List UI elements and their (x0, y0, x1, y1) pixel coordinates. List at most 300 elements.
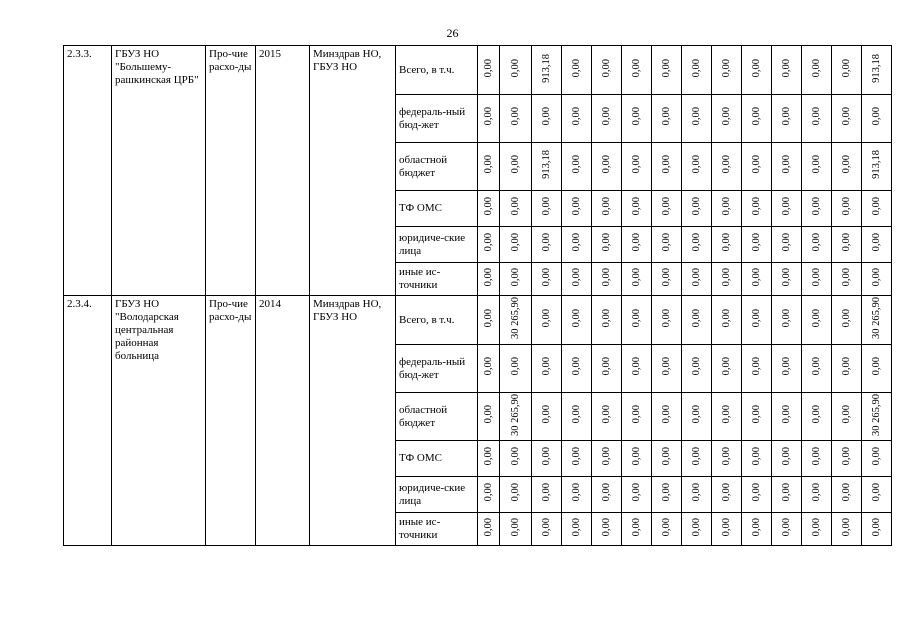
value-text: 0,00 (482, 58, 494, 78)
value-cell (622, 441, 652, 477)
value-cell (532, 345, 562, 393)
value-text: 0,00 (509, 233, 521, 252)
value-text: 0,00 (600, 58, 612, 78)
value-cell (862, 227, 892, 263)
value-cell (832, 345, 862, 393)
value-cell (682, 393, 712, 441)
value-text: 0,00 (780, 308, 792, 328)
value-cell (802, 227, 832, 263)
value-text: 0,00 (630, 197, 642, 216)
value-text: 0,00 (810, 155, 822, 174)
value-text: 0,00 (570, 107, 582, 126)
value-text: 0,00 (630, 483, 642, 502)
value-cell (742, 513, 772, 546)
value-cell (500, 191, 532, 227)
value-text: 0,00 (750, 267, 762, 287)
value-cell (802, 46, 832, 95)
value-cell (478, 513, 500, 546)
value-cell (742, 296, 772, 345)
value-text: 0,00 (870, 267, 882, 287)
value-cell (682, 441, 712, 477)
value-text: 0,00 (840, 483, 852, 502)
value-cell (478, 296, 500, 345)
value-text: 0,00 (482, 107, 494, 126)
value-cell (622, 191, 652, 227)
institution-name: ГБУЗ НО "Володарская центральная районная больница (112, 296, 206, 546)
value-text: 0,00 (509, 357, 521, 376)
value-text: 0,00 (482, 233, 494, 252)
value-cell (562, 441, 592, 477)
value-cell (712, 477, 742, 513)
value-cell (622, 263, 652, 296)
value-cell (652, 191, 682, 227)
value-text: 913,18 (870, 53, 882, 83)
value-cell (682, 477, 712, 513)
value-text: 0,00 (720, 267, 732, 287)
value-text: 0,00 (690, 517, 702, 537)
value-cell (742, 345, 772, 393)
value-cell (802, 95, 832, 143)
value-text: 0,00 (840, 405, 852, 424)
value-text: 0,00 (810, 107, 822, 126)
funding-source: Всего, в т.ч. (396, 296, 478, 345)
value-text: 0,00 (540, 233, 552, 252)
value-text: 0,00 (660, 483, 672, 502)
value-cell (478, 227, 500, 263)
value-cell (712, 143, 742, 191)
value-text: 0,00 (870, 357, 882, 376)
value-cell (592, 95, 622, 143)
value-text: 0,00 (810, 233, 822, 252)
value-text: 0,00 (720, 483, 732, 502)
value-cell (532, 143, 562, 191)
budget-table (63, 45, 892, 546)
value-cell (712, 191, 742, 227)
value-cell (562, 95, 592, 143)
value-cell (772, 143, 802, 191)
value-text: 0,00 (600, 483, 612, 502)
value-text: 0,00 (509, 483, 521, 502)
page-number: 26 (446, 26, 459, 40)
value-cell (532, 95, 562, 143)
value-text: 0,00 (570, 357, 582, 376)
value-cell (682, 95, 712, 143)
value-cell (712, 441, 742, 477)
value-text: 0,00 (720, 155, 732, 174)
value-cell (500, 477, 532, 513)
value-text: 0,00 (720, 58, 732, 78)
value-text: 0,00 (720, 405, 732, 424)
value-cell (562, 513, 592, 546)
value-cell (478, 441, 500, 477)
value-text: 0,00 (690, 233, 702, 252)
table-row (64, 296, 892, 345)
value-cell (478, 263, 500, 296)
value-cell (772, 441, 802, 477)
value-cell (592, 441, 622, 477)
value-text: 0,00 (720, 197, 732, 216)
value-text: 0,00 (750, 405, 762, 424)
value-cell (742, 143, 772, 191)
value-cell (832, 95, 862, 143)
value-text: 913,18 (540, 53, 552, 83)
value-text: 0,00 (810, 405, 822, 424)
value-text: 0,00 (750, 447, 762, 466)
value-text: 0,00 (810, 308, 822, 328)
value-text: 0,00 (780, 357, 792, 376)
value-cell (500, 95, 532, 143)
row-year: 2014 (256, 296, 310, 546)
funding-source: Всего, в т.ч. (396, 46, 478, 95)
value-text: 0,00 (482, 155, 494, 174)
value-cell (772, 191, 802, 227)
value-cell (478, 191, 500, 227)
value-text: 0,00 (600, 308, 612, 328)
value-text: 0,00 (750, 58, 762, 78)
value-cell (622, 46, 652, 95)
value-cell (772, 95, 802, 143)
value-text: 0,00 (660, 357, 672, 376)
value-cell (500, 296, 532, 345)
value-cell (562, 143, 592, 191)
value-text: 0,00 (840, 155, 852, 174)
value-cell (592, 263, 622, 296)
funding-source: иные ис-точники (396, 263, 478, 296)
funding-source: областной бюджет (396, 393, 478, 441)
value-text: 0,00 (540, 197, 552, 216)
value-text: 0,00 (780, 483, 792, 502)
value-text: 0,00 (840, 58, 852, 78)
value-text: 0,00 (750, 233, 762, 252)
value-text: 0,00 (540, 107, 552, 126)
value-cell (622, 95, 652, 143)
value-cell (862, 513, 892, 546)
value-cell (500, 46, 532, 95)
value-text: 0,00 (690, 357, 702, 376)
value-text: 0,00 (660, 155, 672, 174)
value-cell (832, 263, 862, 296)
value-cell (712, 513, 742, 546)
value-cell (652, 263, 682, 296)
row-code: 2.3.3. (64, 46, 112, 296)
value-cell (742, 227, 772, 263)
value-cell (832, 227, 862, 263)
value-text: 0,00 (720, 357, 732, 376)
value-text: 0,00 (630, 308, 642, 328)
value-text: 0,00 (810, 517, 822, 537)
funding-source: юридиче-ские лица (396, 477, 478, 513)
value-cell (742, 95, 772, 143)
value-text: 0,00 (630, 447, 642, 466)
value-text: 0,00 (660, 517, 672, 537)
value-text: 0,00 (690, 155, 702, 174)
value-text: 0,00 (570, 233, 582, 252)
value-cell (742, 477, 772, 513)
value-text: 0,00 (660, 267, 672, 287)
value-text: 0,00 (482, 483, 494, 502)
value-cell (742, 46, 772, 95)
value-cell (862, 263, 892, 296)
value-text: 0,00 (660, 447, 672, 466)
value-cell (832, 191, 862, 227)
value-text: 0,00 (540, 405, 552, 424)
value-text: 0,00 (690, 197, 702, 216)
value-text: 0,00 (780, 233, 792, 252)
value-cell (862, 95, 892, 143)
value-cell (532, 191, 562, 227)
value-text: 0,00 (630, 58, 642, 78)
value-cell (832, 296, 862, 345)
value-text: 0,00 (780, 447, 792, 466)
value-cell (592, 296, 622, 345)
value-text: 0,00 (540, 447, 552, 466)
value-cell (592, 513, 622, 546)
value-text: 0,00 (600, 107, 612, 126)
value-cell (562, 191, 592, 227)
value-cell (772, 477, 802, 513)
value-text: 0,00 (600, 517, 612, 537)
value-cell (652, 296, 682, 345)
funding-source: федераль-ный бюд-жет (396, 95, 478, 143)
value-text: 0,00 (630, 155, 642, 174)
value-cell (532, 477, 562, 513)
funding-source: ТФ ОМС (396, 191, 478, 227)
value-text: 0,00 (630, 107, 642, 126)
value-cell (500, 393, 532, 441)
value-cell (862, 441, 892, 477)
value-cell (652, 393, 682, 441)
row-year: 2015 (256, 46, 310, 296)
value-text: 0,00 (570, 155, 582, 174)
value-cell (802, 513, 832, 546)
value-text: 0,00 (690, 405, 702, 424)
value-text: 0,00 (720, 308, 732, 328)
value-cell (500, 513, 532, 546)
value-text: 0,00 (570, 483, 582, 502)
value-cell (652, 143, 682, 191)
value-text: 0,00 (482, 447, 494, 466)
value-text: 0,00 (482, 197, 494, 216)
value-text: 0,00 (482, 267, 494, 287)
value-cell (478, 345, 500, 393)
value-cell (772, 393, 802, 441)
value-cell (742, 191, 772, 227)
value-text: 0,00 (509, 155, 521, 174)
value-text: 913,18 (870, 150, 882, 179)
value-cell (592, 143, 622, 191)
value-text: 0,00 (840, 517, 852, 537)
value-text: 0,00 (570, 405, 582, 424)
value-text: 0,00 (780, 58, 792, 78)
value-text: 0,00 (570, 267, 582, 287)
value-cell (652, 345, 682, 393)
value-cell (712, 345, 742, 393)
value-text: 0,00 (840, 233, 852, 252)
value-text: 0,00 (509, 267, 521, 287)
value-text: 0,00 (780, 517, 792, 537)
value-text: 0,00 (660, 405, 672, 424)
value-cell (802, 143, 832, 191)
value-cell (712, 227, 742, 263)
value-text: 0,00 (720, 447, 732, 466)
value-cell (532, 393, 562, 441)
value-text: 0,00 (570, 447, 582, 466)
value-cell (532, 46, 562, 95)
value-text: 0,00 (600, 447, 612, 466)
value-cell (592, 345, 622, 393)
value-text: 0,00 (690, 58, 702, 78)
value-text: 0,00 (570, 58, 582, 78)
value-cell (592, 191, 622, 227)
value-cell (682, 296, 712, 345)
value-text: 0,00 (870, 233, 882, 252)
value-text: 0,00 (482, 357, 494, 376)
value-text: 0,00 (600, 357, 612, 376)
value-text: 0,00 (540, 517, 552, 537)
value-cell (592, 46, 622, 95)
value-text: 0,00 (660, 308, 672, 328)
value-text: 0,00 (720, 517, 732, 537)
value-text: 0,00 (810, 267, 822, 287)
value-text: 913,18 (540, 150, 552, 179)
value-cell (862, 296, 892, 345)
value-cell (802, 345, 832, 393)
value-text: 0,00 (630, 357, 642, 376)
value-text: 0,00 (780, 107, 792, 126)
value-cell (712, 393, 742, 441)
value-cell (772, 227, 802, 263)
value-text: 0,00 (570, 517, 582, 537)
value-cell (682, 263, 712, 296)
table-row (64, 46, 892, 95)
value-cell (478, 477, 500, 513)
value-cell (622, 227, 652, 263)
value-text: 0,00 (870, 107, 882, 126)
value-cell (532, 263, 562, 296)
value-cell (532, 441, 562, 477)
value-text: 0,00 (750, 308, 762, 328)
value-cell (772, 263, 802, 296)
value-text: 0,00 (870, 197, 882, 216)
value-cell (682, 345, 712, 393)
value-text: 0,00 (690, 267, 702, 287)
value-cell (742, 441, 772, 477)
value-cell (500, 263, 532, 296)
value-text: 0,00 (780, 405, 792, 424)
value-text: 0,00 (840, 357, 852, 376)
value-cell (592, 227, 622, 263)
value-cell (532, 296, 562, 345)
value-text: 0,00 (840, 447, 852, 466)
value-cell (532, 513, 562, 546)
value-cell (682, 227, 712, 263)
value-cell (682, 191, 712, 227)
value-cell (652, 95, 682, 143)
value-cell (772, 296, 802, 345)
funding-source: областной бюджет (396, 143, 478, 191)
value-text: 0,00 (630, 233, 642, 252)
value-cell (742, 393, 772, 441)
value-text: 0,00 (840, 197, 852, 216)
value-cell (832, 393, 862, 441)
value-cell (712, 263, 742, 296)
value-text: 0,00 (482, 517, 494, 537)
value-cell (500, 227, 532, 263)
funding-source: федераль-ный бюд-жет (396, 345, 478, 393)
value-cell (478, 393, 500, 441)
value-text: 0,00 (540, 267, 552, 287)
row-code: 2.3.4. (64, 296, 112, 546)
value-cell (802, 296, 832, 345)
value-text: 0,00 (750, 197, 762, 216)
value-text: 0,00 (660, 197, 672, 216)
value-cell (862, 191, 892, 227)
value-text: 0,00 (660, 233, 672, 252)
value-text: 0,00 (690, 107, 702, 126)
value-text: 0,00 (509, 58, 521, 78)
value-text: 0,00 (509, 107, 521, 126)
value-cell (682, 513, 712, 546)
value-text: 0,00 (870, 517, 882, 537)
value-text: 0,00 (630, 517, 642, 537)
value-cell (802, 393, 832, 441)
value-cell (802, 477, 832, 513)
value-text: 0,00 (810, 357, 822, 376)
value-text: 0,00 (810, 197, 822, 216)
value-text: 0,00 (570, 308, 582, 328)
value-text: 0,00 (660, 58, 672, 78)
value-text: 0,00 (750, 107, 762, 126)
value-cell (562, 296, 592, 345)
value-text: 0,00 (840, 308, 852, 328)
value-text: 0,00 (690, 447, 702, 466)
value-cell (478, 143, 500, 191)
funding-source: ТФ ОМС (396, 441, 478, 477)
value-cell (532, 227, 562, 263)
value-cell (562, 46, 592, 95)
value-cell (592, 393, 622, 441)
value-text: 0,00 (509, 517, 521, 537)
value-cell (622, 393, 652, 441)
executor: Минздрав НО, ГБУЗ НО (310, 296, 396, 546)
value-cell (802, 191, 832, 227)
value-cell (652, 227, 682, 263)
value-cell (652, 513, 682, 546)
value-text: 0,00 (750, 357, 762, 376)
value-cell (862, 46, 892, 95)
value-text: 30 265,90 (509, 393, 521, 436)
value-text: 0,00 (540, 308, 552, 328)
value-cell (712, 95, 742, 143)
value-cell (622, 296, 652, 345)
value-cell (562, 393, 592, 441)
value-cell (862, 143, 892, 191)
value-text: 0,00 (600, 267, 612, 287)
value-cell (862, 477, 892, 513)
value-cell (682, 46, 712, 95)
value-text: 0,00 (482, 405, 494, 424)
value-text: 0,00 (690, 483, 702, 502)
value-cell (500, 143, 532, 191)
value-text: 0,00 (570, 197, 582, 216)
value-text: 0,00 (509, 447, 521, 466)
value-cell (832, 477, 862, 513)
value-text: 0,00 (840, 267, 852, 287)
value-cell (772, 46, 802, 95)
value-cell (862, 345, 892, 393)
expense-category: Про-чие расхо-ды (206, 296, 256, 546)
value-text: 0,00 (509, 197, 521, 216)
